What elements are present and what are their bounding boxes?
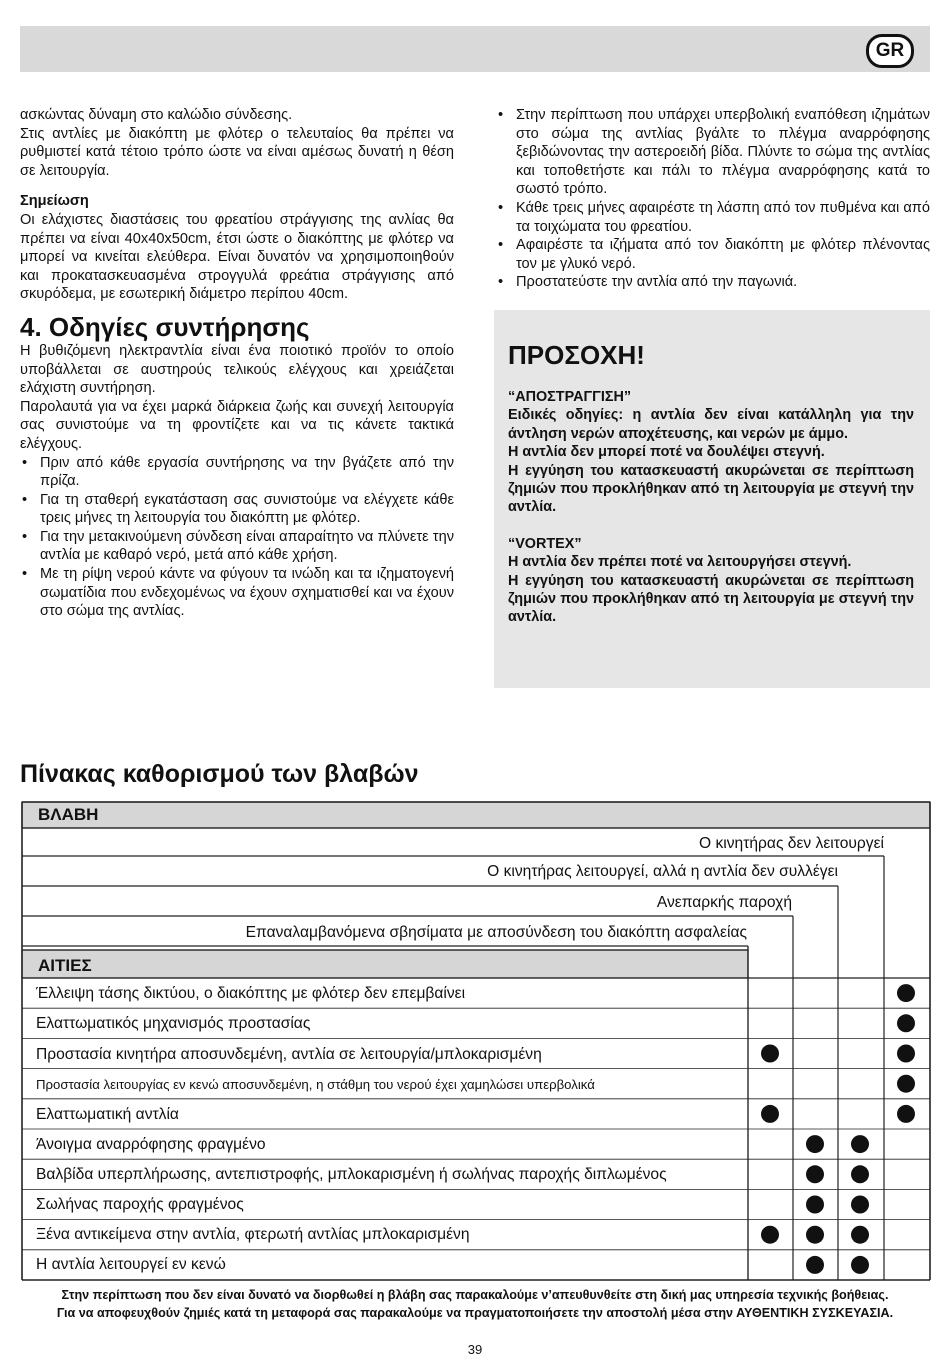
fault-dot — [761, 1226, 779, 1244]
fault-label: Ανεπαρκής παροχή — [656, 894, 792, 911]
list-item: • Για τη σταθερή εγκατάσταση σας συνιστούμε να ελέγχετε κάθε τρεις μήνες τη λειτουργία του διακόπτη με φλότερ. — [20, 491, 454, 528]
fault-dot — [806, 1165, 824, 1183]
fault-header: ΒΛΑΒΗ — [38, 805, 99, 824]
intro-line-1: ασκώντας δύναμη στο καλώδιο σύνδεσης. — [20, 107, 293, 123]
cause-label: Ελαττωματική αντλία — [36, 1106, 179, 1123]
fault-dot — [851, 1226, 869, 1244]
fault-dot — [897, 1075, 915, 1093]
list-item: • Αφαιρέστε τα ιζήματα από τον διακόπτη με φλότερ πλένοντας τον με γλυκό νερό. — [496, 236, 930, 273]
fault-dot — [806, 1226, 824, 1244]
cause-label: Ελαττωματικός μηχανισμός προστασίας — [36, 1015, 311, 1032]
cause-label: Προστασία λειτουργίας εν κενώ αποσυνδεμένη, η στάθμη του νερού έχει χαμηλώσει υπερβολικά — [36, 1077, 595, 1092]
fault-label: Επαναλαμβανόμενα σβησίματα με αποσύνδεση του διακόπτη ασφαλείας — [245, 924, 747, 941]
fault-label: Ο κινητήρας δεν λειτουργεί — [699, 835, 884, 852]
fault-dot — [851, 1196, 869, 1214]
causes-header-band — [22, 950, 748, 978]
list-item: • Προστατεύστε την αντλία από την παγωνιά. — [496, 273, 930, 292]
fault-dot — [806, 1196, 824, 1214]
language-badge: GR — [866, 34, 914, 68]
warning-text-4: Η αντλία δεν πρέπει ποτέ να λειτουργήσει στεγνή. — [508, 554, 852, 571]
fault-dot — [851, 1135, 869, 1153]
list-item: • Κάθε τρεις μήνες αφαιρέστε τη λάσπη από τον πυθμένα και από τα τοιχώματα του φρεατίου. — [496, 199, 930, 236]
maintenance-para-1: Η βυθιζόμενη ηλεκτραντλία είναι ένα ποιοτικό προϊόν το οποίο υποβάλλεται σε αυστηρούς τελικούς ελέγχους και χρειάζεται ελάχιστη συντήρηση. — [20, 342, 454, 397]
list-item: • Στην περίπτωση που υπάρχει υπερβολική εναπόθεση ιζημάτων στο σώμα της αντλίας βγάλτε το πλέγμα αναρρόφησης ξεβιδώνοντας την αστεροειδή βίδα. Πλύντε το σώμα της αντλίας και τοποθετήστε και πάλι το πλέγμα αναρρόφησης κατά το σωστό τρόπο. — [496, 106, 930, 199]
cause-label: Η αντλία λειτουργεί εν κενώ — [36, 1256, 226, 1273]
causes-header: ΑΙΤΙΕΣ — [38, 956, 92, 975]
list-item: • Πριν από κάθε εργασία συντήρησης να την βγάζετε από την πρίζα. — [20, 454, 454, 491]
cause-label: Έλλειψη τάσης δικτύου, ο διακόπτης με φλότερ δεν επεμβαίνει — [36, 985, 466, 1002]
fault-label: Ο κινητήρας λειτουργεί, αλλά η αντλία δεν συλλέγει — [487, 863, 838, 880]
warning-subtitle-drainage: “ΑΠΟΣΤΡΑΓΓΙΣΗ” — [508, 389, 632, 405]
warning-text-5: Η εγγύηση του κατασκευαστή ακυρώνεται σε περίπτωση ζημιών που προκλήθηκαν από τη λειτουργία με στεγνή την αντλία. — [508, 572, 914, 626]
fault-dot — [806, 1256, 824, 1274]
list-item: • Για την μετακινούμενη σύνδεση είναι απαραίτητο να πλύνετε την αντλία με καθαρό νερό, μετά από κάθε χρήση. — [20, 528, 454, 565]
fault-table-title: Πίνακας καθορισμού των βλαβών — [20, 760, 419, 788]
footer-line-1: Στην περίπτωση που δεν είναι δυνατό να διορθωθεί η βλάβη σας παρακαλούμε ν’απευθυνθείτε στη δική μας υπηρεσία τεχνικής βοήθειας. — [61, 1288, 889, 1302]
cause-label: Προστασία κινητήρα αποσυνδεμένη, αντλία σε λειτουργία/μπλοκαρισμένη — [36, 1046, 542, 1063]
warning-text-3: Η εγγύηση του κατασκευαστή ακυρώνεται σε περίπτωση ζημιών που προκλήθηκαν από τη λειτουργία με στεγνή την αντλία. — [508, 462, 914, 516]
warning-text-1: Ειδικές οδηγίες: η αντλία δεν είναι κατάλληλη για την άντληση νερών αποχέτευσης, και νερών με άμμο. — [508, 407, 914, 442]
fault-dot — [897, 1014, 915, 1032]
fault-dot — [851, 1165, 869, 1183]
fault-header-band — [22, 802, 930, 828]
maintenance-section-title: 4. Οδηγίες συντήρησης — [20, 311, 310, 342]
fault-dot — [806, 1135, 824, 1153]
warning-title: ΠΡΟΣΟΧΗ! — [508, 340, 645, 370]
cause-label: Βαλβίδα υπερπλήρωσης, αντεπιστροφής, μπλοκαρισμένη ή σωλήνας παροχής διπλωμένος — [36, 1166, 667, 1183]
fault-dot — [897, 1045, 915, 1063]
fault-dot — [761, 1045, 779, 1063]
cause-label: Άνοιγμα αναρρόφησης φραγμένο — [36, 1136, 266, 1153]
cause-label: Σωλήνας παροχής φραγμένος — [36, 1196, 244, 1213]
fault-dot — [897, 984, 915, 1002]
fault-dot — [851, 1256, 869, 1274]
warning-subtitle-vortex: “VORTEX” — [508, 535, 582, 552]
note-title: Σημείωση — [20, 193, 89, 210]
footer-note — [20, 1286, 930, 1322]
list-item: • Με τη ρίψη νερού κάντε να φύγουν τα ινώδη και τα ιζηματογενή σωματίδια που ενδεχομένως να έχουν σχηματισθεί και να έχουν στο σώμα της αντλίας. — [20, 565, 454, 621]
maintenance-para-2: Παρολαυτά για να έχει μαρκά διάρκεια ζωής και συνεχή λειτουργία σας συνιστούμε να τη φροντίζετε και να τις κάνετε τακτικά ελέγχους. — [20, 398, 454, 452]
warning-text-2: Η αντλία δεν μπορεί ποτέ να δουλέψει στεγνή. — [508, 444, 825, 461]
fault-dot — [897, 1105, 915, 1123]
footer-line-2: Για να αποφευχθούν ζημιές κατά τη μεταφορά σας παρακαλούμε να πραγματοποιήσετε την αποστολή μέσα στην ΑΥΘΕΝΤΙΚΗ ΣΥΣΚΕΥΑΣΙΑ. — [56, 1306, 894, 1320]
page-number: 39 — [467, 1342, 483, 1357]
fault-dot — [761, 1105, 779, 1123]
cause-label: Ξένα αντικείμενα στην αντλία, φτερωτή αντλίας μπλοκαρισμένη — [36, 1226, 470, 1243]
intro-line-2: Στις αντλίες με διακόπτη με φλότερ ο τελευταίος θα πρέπει να ρυθμιστεί κατά τέτοιο τρόπο ώστε να είναι αμέσως δυνατή η θέση σε λειτουργία. — [20, 125, 454, 179]
note-text: Οι ελάχιστες διαστάσεις του φρεατίου στράγγισης της ανλίας θα πρέπει να είναι 40x40x50cm, έτσι ώστε ο διακόπτης με φλότερ να μπορεί να κινείται ελεύθερα. Είναι δυνατόν να χρησιμοποιηθούν και προκατασκευασμένα στρογγυλά φρεάτια στράγγισης από σκυρόδεμα, με εσωτερική διάμετρο περίπου 40cm. — [20, 211, 454, 303]
